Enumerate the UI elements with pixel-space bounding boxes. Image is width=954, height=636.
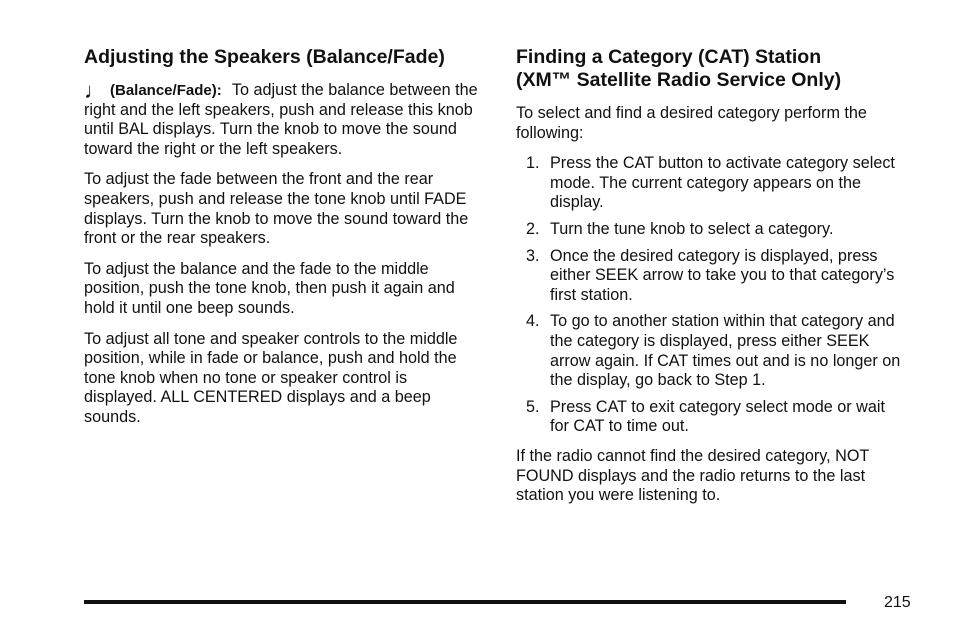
heading-line-2: (XM™ Satellite Radio Service Only): [516, 69, 842, 91]
section-heading-category: [516, 46, 908, 92]
section-heading-speakers: Adjusting the Speakers (Balance/Fade): [84, 46, 445, 68]
list-item: [516, 398, 908, 437]
step-text: Turn the tune knob to select a category.: [550, 219, 834, 238]
category-intro: To select and find a desired category perform the following:: [516, 104, 867, 142]
list-item: [516, 247, 908, 306]
step-number: 2.: [526, 219, 540, 238]
category-steps-list: [516, 154, 908, 437]
step-number: 3.: [526, 246, 540, 265]
fade-paragraph: To adjust the fade between the front and the rear speakers, push and release the tone knob until FADE displays. Turn the knob to move the sound toward the front or the rear speakers.: [84, 170, 469, 248]
balance-fade-term: (Balance/Fade):: [110, 82, 222, 99]
list-item: [516, 312, 908, 390]
page-number: 215: [884, 594, 911, 611]
balance-fade-paragraph: [84, 78, 484, 159]
category-closing: If the radio cannot find the desired category, NOT FOUND displays and the radio returns to the last station you were listening to.: [516, 446, 870, 505]
list-item: [516, 220, 908, 240]
footer-rule: [84, 600, 846, 604]
step-number: 1.: [526, 154, 540, 173]
heading-line-1: Finding a Category (CAT) Station: [516, 46, 822, 68]
music-note-icon: ♩: [84, 78, 106, 103]
left-column: [84, 46, 484, 439]
step-text: Once the desired category is displayed, press either SEEK arrow to take you to that category’s first station.: [550, 246, 895, 304]
balance-fade-text: To adjust the balance between the right and the left speakers, push and release this knob until BAL displays. Turn the knob to move the sound toward the right or the left speakers.: [84, 81, 478, 158]
step-text: Press the CAT button to activate category select mode. The current category appears on the display.: [550, 154, 895, 212]
right-column: [516, 46, 908, 517]
step-text: Press CAT to exit category select mode or wait for CAT to time out.: [550, 397, 885, 436]
step-number: 4.: [526, 312, 540, 331]
step-text: To go to another station within that category and the category is displayed, press either SEEK arrow again. If CAT times out and is no longer on the display, go back to Step 1.: [550, 312, 901, 390]
middle-position-paragraph: To adjust the balance and the fade to the middle position, push the tone knob, then push it again and hold it until one beep sounds.: [84, 259, 455, 317]
all-centered-paragraph: To adjust all tone and speaker controls to the middle position, while in fade or balance, push and hold the tone knob when no tone or speaker control is displayed. ALL CENTERED displays and a beep sounds.: [84, 329, 458, 426]
list-item: [516, 154, 908, 213]
step-number: 5.: [526, 397, 540, 416]
